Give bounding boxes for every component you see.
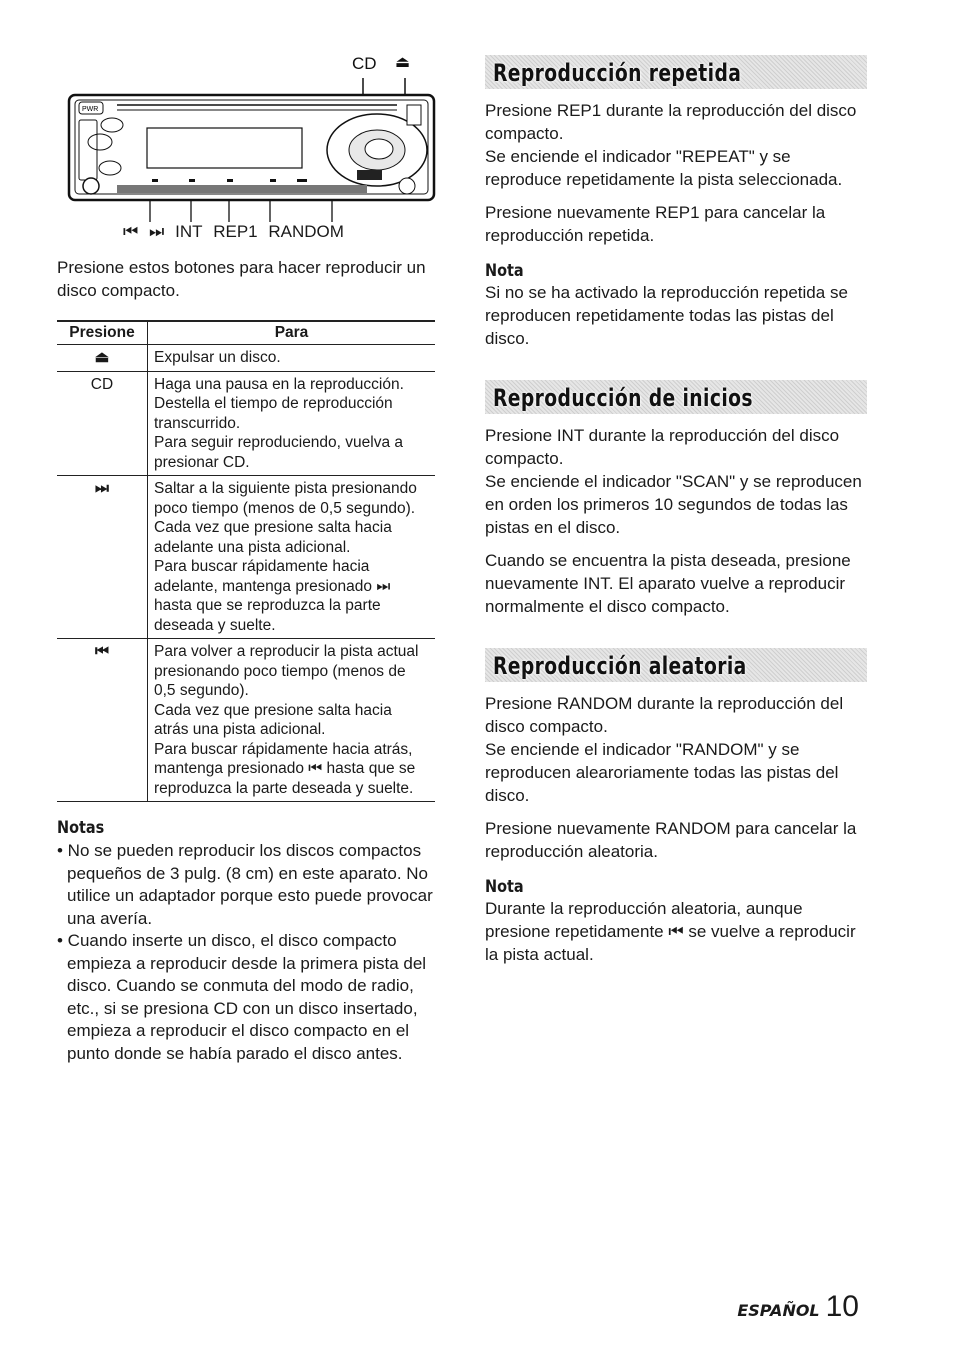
row-desc <box>148 345 436 372</box>
left-column <box>57 50 437 1065</box>
random-label: RANDOM <box>268 222 344 241</box>
eject-icon: ⏏ <box>395 54 411 71</box>
paragraph <box>485 692 867 807</box>
button-labels <box>123 222 350 242</box>
para-line: Cuando se encuentra la pista deseada, presione nuevamente INT. El aparato vuelve a reproducir normalmente el disco compacto. <box>485 551 851 616</box>
car-stereo-illustration <box>57 50 437 250</box>
nota-item: • No se pueden reproducir los discos compactos pequeños de 3 pulg. (8 cm) en este aparato. No utilice un adaptador porque esto puede provocar una avería. <box>57 841 433 928</box>
col-header-presione: Presione <box>57 321 148 345</box>
desc-line: Saltar a la siguiente pista presionando poco tiempo (menos de 0,5 segundo). <box>154 480 417 517</box>
nota-text: Si no se ha activado la reproducción repetida se reproducen repetidamente todas las pistas del disco. <box>485 283 848 348</box>
rep1-label: REP1 <box>213 222 258 241</box>
cd-label: CD <box>352 54 377 73</box>
notas-heading: Notas <box>57 818 105 838</box>
para-line: Presione INT durante la reproducción del disco compacto. <box>485 426 840 468</box>
row-desc <box>148 476 436 639</box>
row-desc <box>148 639 436 802</box>
paragraph <box>485 424 867 539</box>
section-repeat <box>485 55 867 350</box>
section-banner <box>485 380 867 414</box>
pwr-label: PWR <box>82 106 99 113</box>
desc-line: Cada vez que presione salta hacia atrás una pista adicional. <box>154 701 392 738</box>
para-line: Presione REP1 durante la reproducción del disco compacto. <box>485 101 857 143</box>
row-key-next: ⏭ <box>57 476 148 639</box>
col-header-para: Para <box>148 321 436 345</box>
row-key-cd: CD <box>57 371 148 476</box>
paragraph <box>485 99 867 191</box>
para-line: Se enciende el indicador "REPEAT" y se reproduce repetidamente la pista seleccionada. <box>485 147 843 189</box>
para-line: Presione RANDOM durante la reproducción del disco compacto. <box>485 694 844 736</box>
intro-text: Presione estos botones para hacer reproducir un disco compacto. <box>57 258 426 300</box>
page-footer <box>737 1290 859 1324</box>
nota-heading: Nota <box>485 877 524 897</box>
int-label: INT <box>175 222 203 241</box>
paragraph <box>485 549 867 618</box>
language-label: ESPAÑOL <box>737 1301 820 1320</box>
table-row <box>57 639 435 802</box>
desc-line: Haga una pausa en la reproducción. <box>154 375 404 393</box>
nota-item: • Cuando inserte un disco, el disco compacto empieza a reproducir desde la primera pista del disco. Cuando se conmuta del modo de radio, etc., si se presiona CD con un disco insertado, empieza a reproducir el disco compacto en el punto donde se había parado el disco antes. <box>57 931 427 1063</box>
desc-line: Para seguir reproduciendo, vuelva a presionar CD. <box>154 434 404 471</box>
table-row <box>57 371 435 476</box>
desc-line: Para buscar rápidamente hacia adelante, mantenga presionado ⏭ hasta que se reproduzca la parte deseada y suelte. <box>154 558 391 634</box>
para-line: Se enciende el indicador "SCAN" y se reproducen en orden los primeros 10 segundos de todas las pistas en el disco. <box>485 472 862 537</box>
nota-text: Durante la reproducción aleatoria, aunque presione repetidamente ⏮ se vuelve a reproducir la pista actual. <box>485 899 856 964</box>
desc-line: Destella el tiempo de reproducción transcurrido. <box>154 395 393 432</box>
paragraph <box>485 817 867 863</box>
section-random <box>485 648 867 966</box>
prev-track-icon: ⏮ <box>123 222 139 241</box>
section-title: Reproducción repetida <box>493 59 742 87</box>
para-line: Presione nuevamente RANDOM para cancelar la reproducción aleatoria. <box>485 819 857 861</box>
desc-line: Expulsar un disco. <box>154 349 281 366</box>
nota-heading: Nota <box>485 261 524 281</box>
row-desc <box>148 371 436 476</box>
paragraph <box>485 201 867 247</box>
row-key-eject: ⏏ <box>57 345 148 372</box>
table-row <box>57 476 435 639</box>
row-key-prev: ⏮ <box>57 639 148 802</box>
section-intro-scan <box>485 380 867 618</box>
page-number: 10 <box>825 1290 859 1323</box>
table-row <box>57 345 435 372</box>
section-banner <box>485 55 867 89</box>
next-track-icon: ⏭ <box>149 222 165 241</box>
operations-table <box>57 320 435 802</box>
desc-line: Para buscar rápidamente hacia atrás, mantenga presionado ⏮ hasta que se reproduzca la parte deseada y suelte. <box>154 740 416 797</box>
right-column <box>485 55 867 976</box>
section-banner <box>485 648 867 682</box>
section-title: Reproducción de inicios <box>493 384 753 412</box>
desc-line: Cada vez que presione salta hacia adelante una pista adicional. <box>154 519 392 556</box>
para-line: Presione nuevamente REP1 para cancelar la reproducción repetida. <box>485 203 826 245</box>
car-stereo-diagram <box>57 50 437 250</box>
desc-line: Para volver a reproducir la pista actual presionando poco tiempo (menos de 0,5 segundo). <box>154 643 419 699</box>
para-line: Se enciende el indicador "RANDOM" y se reproducen alearoriamente todas las pistas del disco. <box>485 740 839 805</box>
section-title: Reproducción aleatoria <box>493 652 747 680</box>
